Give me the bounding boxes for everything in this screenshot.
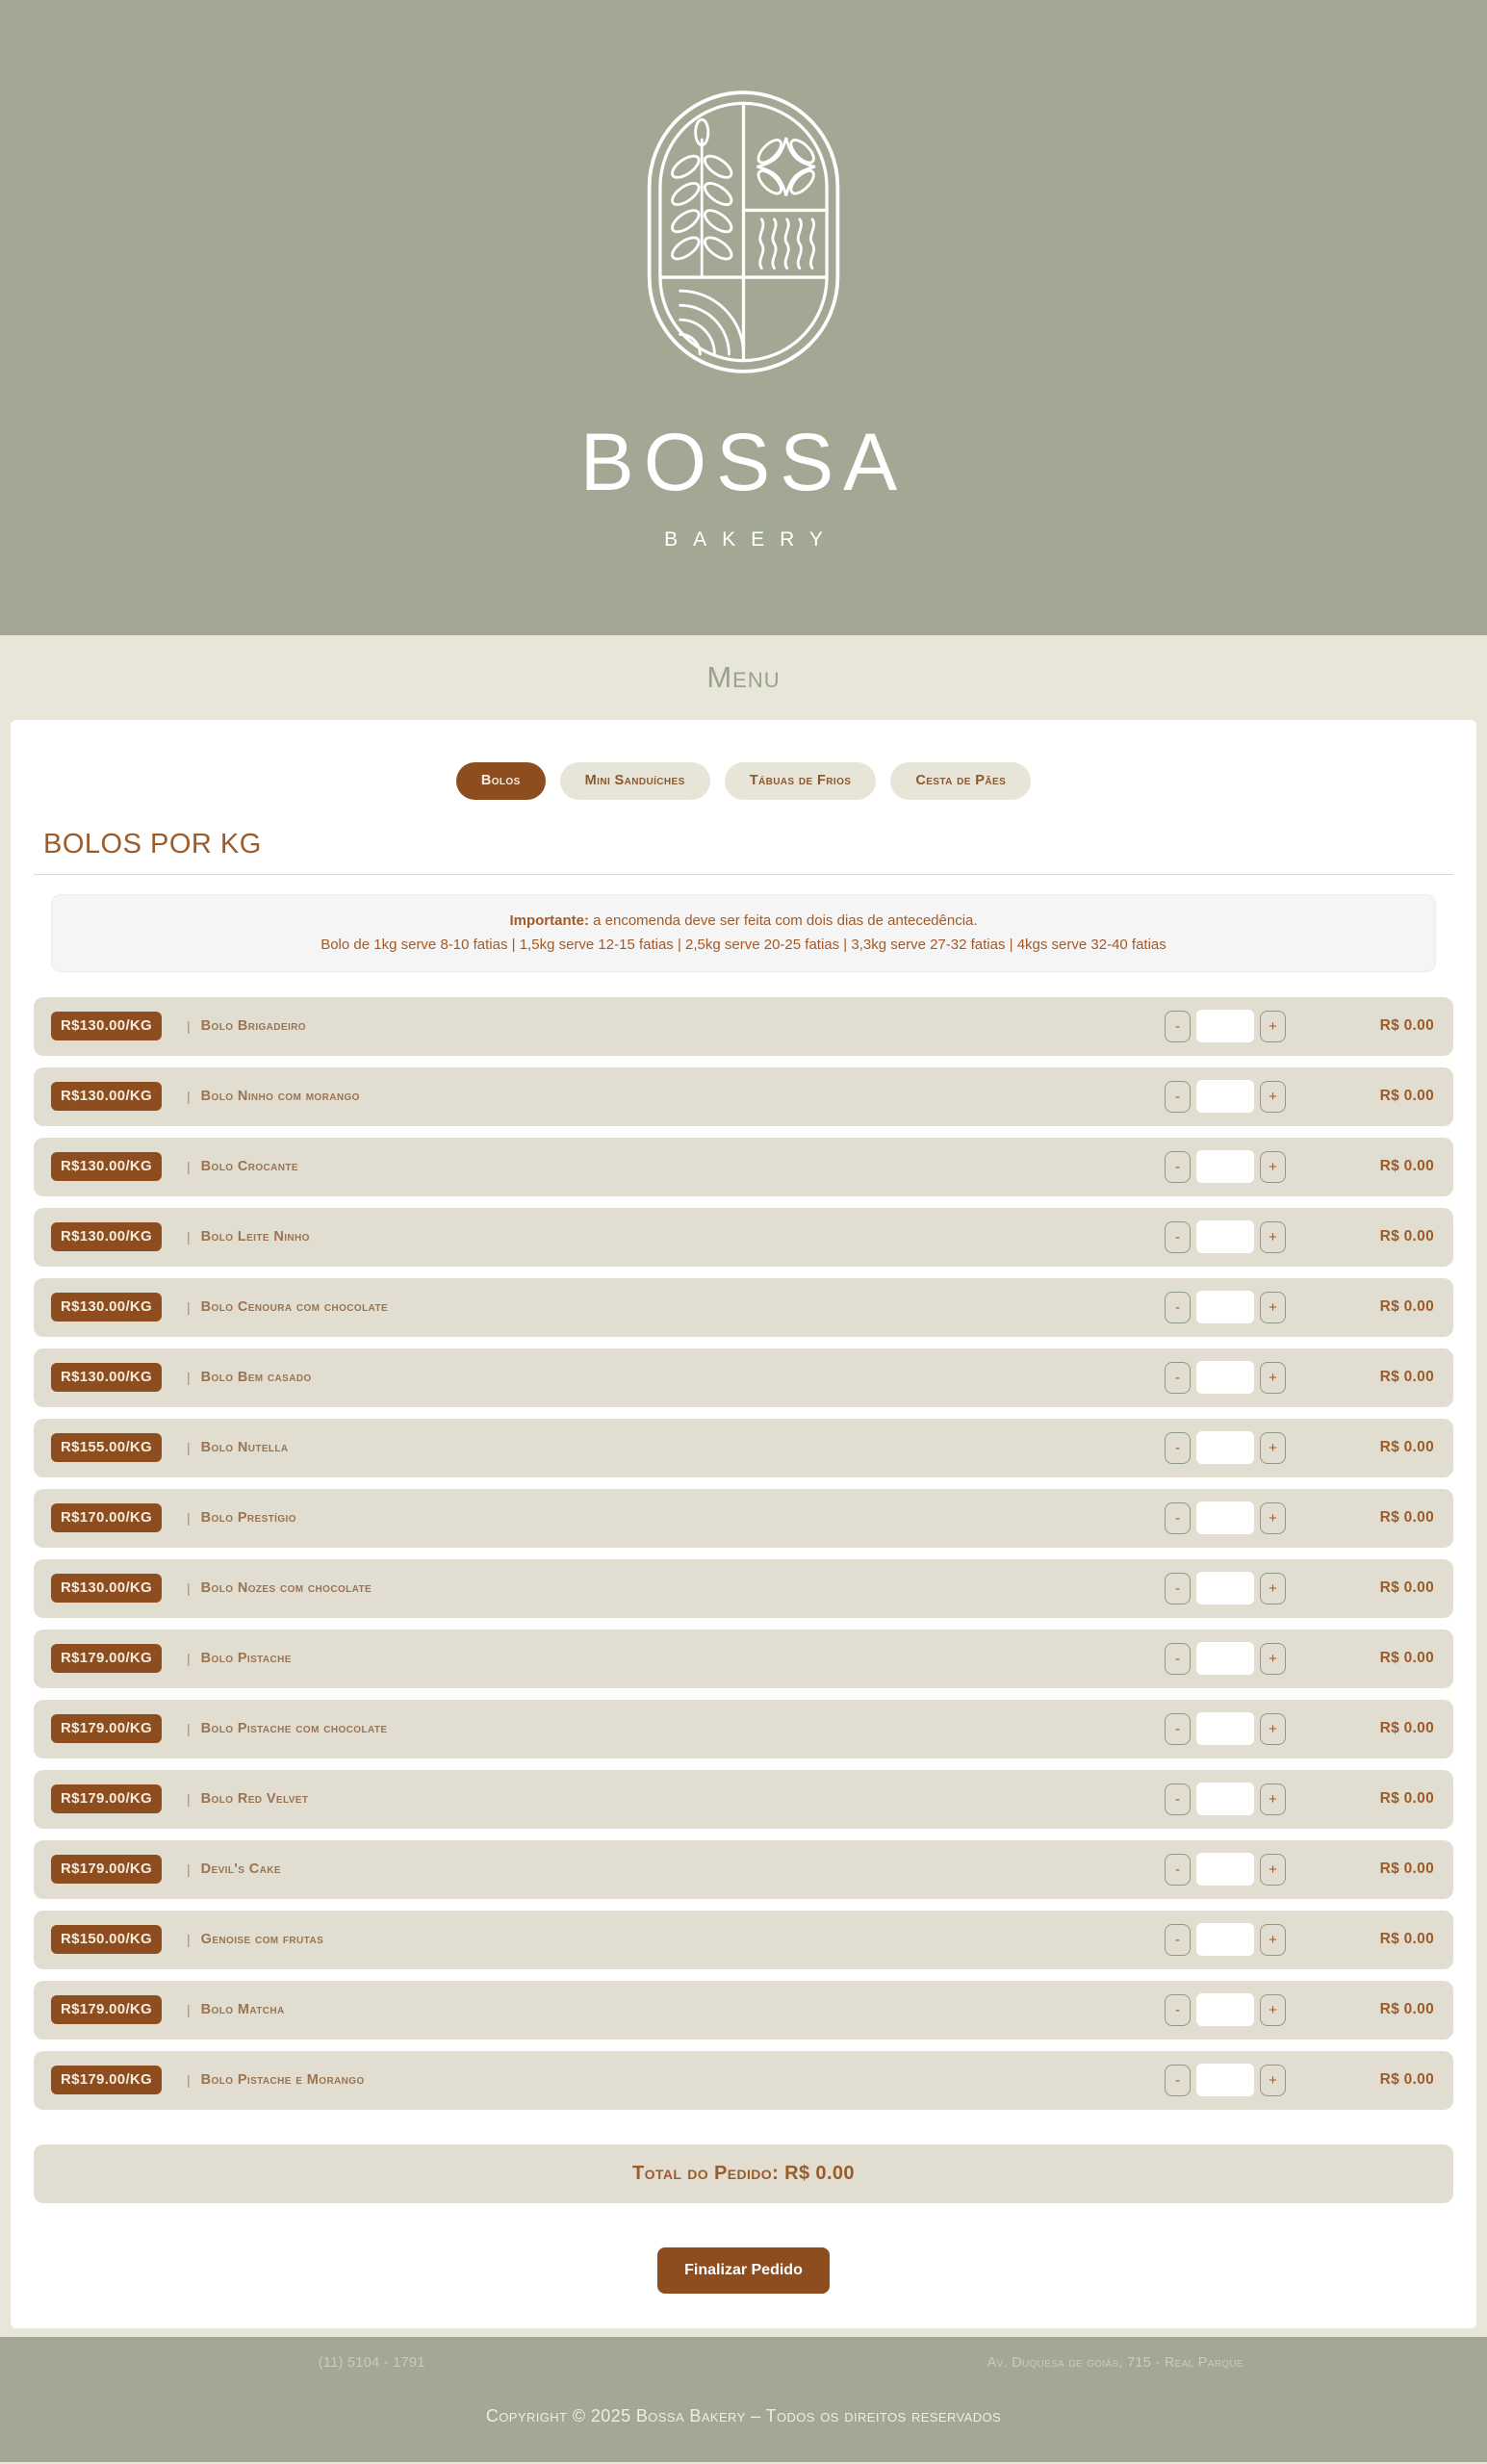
qty-input[interactable] xyxy=(1196,1291,1254,1323)
footer-phone: (11) 5104 - 1791 xyxy=(318,2354,425,2371)
qty-increase-button[interactable]: + xyxy=(1260,1854,1286,1886)
qty-input[interactable] xyxy=(1196,1431,1254,1464)
item-name: Devil's Cake xyxy=(200,1861,281,1877)
item-subtotal: R$ 0.00 xyxy=(1379,1861,1434,1877)
qty-increase-button[interactable]: + xyxy=(1260,1362,1286,1394)
item-row xyxy=(34,1981,1453,2040)
item-price-badge: R$179.00/KG xyxy=(51,2066,162,2095)
brand-subtitle: BAKERY xyxy=(664,528,838,551)
qty-increase-button[interactable]: + xyxy=(1260,1221,1286,1253)
item-name: Bolo Matcha xyxy=(200,2002,285,2017)
tab-mini-sanduiches[interactable]: Mini Sanduíches xyxy=(560,762,710,800)
qty-input[interactable] xyxy=(1196,1712,1254,1745)
item-controls xyxy=(1165,1150,1434,1183)
item-row xyxy=(34,1489,1453,1548)
qty-increase-button[interactable]: + xyxy=(1260,1573,1286,1604)
item-separator: | xyxy=(187,1018,191,1034)
item-separator: | xyxy=(187,1159,191,1174)
item-controls xyxy=(1165,1923,1434,1956)
qty-decrease-button[interactable]: - xyxy=(1165,1081,1191,1113)
item-subtotal: R$ 0.00 xyxy=(1379,1720,1434,1736)
item-name: Bolo Brigadeiro xyxy=(200,1018,306,1034)
item-name: Bolo Cenoura com chocolate xyxy=(200,1299,389,1315)
site-header xyxy=(0,0,1487,635)
footer-address-column xyxy=(744,2354,1487,2372)
item-subtotal: R$ 0.00 xyxy=(1379,2001,1434,2017)
item-controls xyxy=(1165,1080,1434,1113)
item-row xyxy=(34,1700,1453,1758)
item-price-badge: R$130.00/KG xyxy=(51,1293,162,1322)
qty-increase-button[interactable]: + xyxy=(1260,1502,1286,1534)
qty-input[interactable] xyxy=(1196,1150,1254,1183)
item-row xyxy=(34,1630,1453,1688)
item-subtotal: R$ 0.00 xyxy=(1379,1017,1434,1034)
items-list xyxy=(34,997,1453,2110)
item-separator: | xyxy=(187,1440,191,1455)
qty-input[interactable] xyxy=(1196,1502,1254,1534)
item-price-badge: R$170.00/KG xyxy=(51,1503,162,1533)
qty-decrease-button[interactable]: - xyxy=(1165,1221,1191,1253)
qty-increase-button[interactable]: + xyxy=(1260,1011,1286,1042)
qty-increase-button[interactable]: + xyxy=(1260,1081,1286,1113)
item-separator: | xyxy=(187,1932,191,1947)
notice-line1 xyxy=(71,909,1416,934)
item-price-badge: R$130.00/KG xyxy=(51,1222,162,1252)
item-controls xyxy=(1165,1361,1434,1394)
item-price-badge: R$130.00/KG xyxy=(51,1082,162,1112)
qty-decrease-button[interactable]: - xyxy=(1165,1994,1191,2026)
item-subtotal: R$ 0.00 xyxy=(1379,1228,1434,1245)
item-separator: | xyxy=(187,1510,191,1526)
tab-tabuas-de-frios[interactable]: Tábuas de Frios xyxy=(725,762,877,800)
qty-decrease-button[interactable]: - xyxy=(1165,1713,1191,1745)
qty-decrease-button[interactable]: - xyxy=(1165,1151,1191,1183)
item-name: Bolo Pistache xyxy=(200,1651,292,1666)
qty-decrease-button[interactable]: - xyxy=(1165,1784,1191,1815)
item-price-badge: R$179.00/KG xyxy=(51,1855,162,1885)
item-name: Bolo Pistache com chocolate xyxy=(200,1721,388,1736)
qty-input[interactable] xyxy=(1196,2064,1254,2096)
tab-cesta-de-paes[interactable]: Cesta de Pães xyxy=(890,762,1031,800)
order-notice xyxy=(51,894,1436,972)
qty-decrease-button[interactable]: - xyxy=(1165,1362,1191,1394)
qty-input[interactable] xyxy=(1196,1993,1254,2026)
item-subtotal: R$ 0.00 xyxy=(1379,1931,1434,1947)
item-price-badge: R$150.00/KG xyxy=(51,1925,162,1955)
notice-line1-text: a encomenda deve ser feita com dois dias de antecedência. xyxy=(588,911,978,929)
section-title: BOLOS POR KG xyxy=(43,828,262,860)
qty-decrease-button[interactable]: - xyxy=(1165,1643,1191,1675)
qty-increase-button[interactable]: + xyxy=(1260,1151,1286,1183)
item-controls xyxy=(1165,1572,1434,1604)
qty-increase-button[interactable]: + xyxy=(1260,1784,1286,1815)
category-tabs xyxy=(34,762,1453,800)
item-separator: | xyxy=(187,1721,191,1736)
qty-increase-button[interactable]: + xyxy=(1260,1994,1286,2026)
item-row xyxy=(34,1840,1453,1899)
order-total-bar xyxy=(34,2144,1453,2203)
qty-input[interactable] xyxy=(1196,1923,1254,1956)
menu-card xyxy=(11,720,1476,2328)
item-controls xyxy=(1165,1642,1434,1675)
tab-bolos[interactable]: Bolos xyxy=(456,762,546,800)
item-separator: | xyxy=(187,1651,191,1666)
qty-input[interactable] xyxy=(1196,1010,1254,1042)
qty-input[interactable] xyxy=(1196,1853,1254,1886)
item-controls xyxy=(1165,1783,1434,1815)
item-separator: | xyxy=(187,1580,191,1596)
item-subtotal: R$ 0.00 xyxy=(1379,1509,1434,1526)
item-row xyxy=(34,1419,1453,1477)
qty-increase-button[interactable]: + xyxy=(1260,1643,1286,1675)
page-title: Menu xyxy=(706,660,781,694)
item-separator: | xyxy=(187,2002,191,2017)
order-total-text: Total do Pedido: R$ 0.00 xyxy=(632,2162,855,2184)
qty-increase-button[interactable]: + xyxy=(1260,2065,1286,2096)
item-price-badge: R$130.00/KG xyxy=(51,1363,162,1393)
item-row xyxy=(34,2051,1453,2110)
qty-decrease-button[interactable]: - xyxy=(1165,1854,1191,1886)
copyright-text: Copyright © 2025 Bossa Bakery – Todos os direitos reservados xyxy=(485,2405,1002,2426)
item-row xyxy=(34,1911,1453,1969)
item-controls xyxy=(1165,1220,1434,1253)
item-subtotal: R$ 0.00 xyxy=(1379,1369,1434,1385)
footer-address: Av. Duquesa de goiás, 715 - Real Parque xyxy=(987,2354,1243,2371)
item-name: Bolo Prestígio xyxy=(200,1510,296,1526)
item-separator: | xyxy=(187,1861,191,1877)
item-name: Bolo Pistache e Morango xyxy=(200,2072,365,2088)
item-price-badge: R$179.00/KG xyxy=(51,1644,162,1674)
item-separator: | xyxy=(187,2072,191,2088)
item-price-badge: R$155.00/KG xyxy=(51,1433,162,1463)
item-name: Bolo Crocante xyxy=(200,1159,298,1174)
item-price-badge: R$179.00/KG xyxy=(51,1714,162,1744)
footer-contacts xyxy=(0,2354,1487,2372)
item-controls xyxy=(1165,1993,1434,2026)
qty-decrease-button[interactable]: - xyxy=(1165,1011,1191,1042)
item-controls xyxy=(1165,1853,1434,1886)
qty-decrease-button[interactable]: - xyxy=(1165,1292,1191,1323)
qty-input[interactable] xyxy=(1196,1642,1254,1675)
qty-input[interactable] xyxy=(1196,1572,1254,1604)
qty-increase-button[interactable]: + xyxy=(1260,1713,1286,1745)
item-separator: | xyxy=(187,1229,191,1245)
item-name: Bolo Bem casado xyxy=(200,1370,312,1385)
qty-decrease-button[interactable]: - xyxy=(1165,1502,1191,1534)
item-row xyxy=(34,1067,1453,1126)
item-row xyxy=(34,1770,1453,1829)
item-name: Genoise com frutas xyxy=(200,1932,324,1947)
item-subtotal: R$ 0.00 xyxy=(1379,1650,1434,1666)
item-price-badge: R$130.00/KG xyxy=(51,1012,162,1041)
qty-input[interactable] xyxy=(1196,1080,1254,1113)
item-separator: | xyxy=(187,1089,191,1104)
notice-line2: Bolo de 1kg serve 8-10 fatias | 1,5kg serve 12-15 fatias | 2,5kg serve 20-25 fatias | 3,3kg serve 27-32 fatias | 4kgs serve 32-40 fatias xyxy=(320,937,1167,953)
item-name: Bolo Leite Ninho xyxy=(200,1229,310,1245)
item-price-badge: R$130.00/KG xyxy=(51,1152,162,1182)
qty-decrease-button[interactable]: - xyxy=(1165,1924,1191,1956)
item-separator: | xyxy=(187,1299,191,1315)
qty-decrease-button[interactable]: - xyxy=(1165,1573,1191,1604)
bossa-logo-icon xyxy=(644,83,843,381)
section-divider xyxy=(34,874,1453,875)
item-controls xyxy=(1165,2064,1434,2096)
item-subtotal: R$ 0.00 xyxy=(1379,1298,1434,1315)
item-controls xyxy=(1165,1712,1434,1745)
item-separator: | xyxy=(187,1370,191,1385)
item-row xyxy=(34,1348,1453,1407)
item-subtotal: R$ 0.00 xyxy=(1379,1088,1434,1104)
qty-increase-button[interactable]: + xyxy=(1260,1292,1286,1323)
item-controls xyxy=(1165,1010,1434,1042)
item-row xyxy=(34,997,1453,1056)
footer-phone-column xyxy=(0,2354,744,2372)
item-controls xyxy=(1165,1502,1434,1534)
item-subtotal: R$ 0.00 xyxy=(1379,2071,1434,2088)
item-name: Bolo Nozes com chocolate xyxy=(200,1580,372,1596)
notice-highlight: Importante: xyxy=(509,911,589,929)
item-price-badge: R$179.00/KG xyxy=(51,1995,162,2025)
item-controls xyxy=(1165,1291,1434,1323)
item-row xyxy=(34,1278,1453,1337)
menu-band xyxy=(0,635,1487,720)
item-separator: | xyxy=(187,1791,191,1807)
checkout-button[interactable]: Finalizar Pedido xyxy=(657,2247,830,2294)
qty-input[interactable] xyxy=(1196,1783,1254,1815)
qty-increase-button[interactable]: + xyxy=(1260,1432,1286,1464)
checkout-area xyxy=(34,2247,1453,2294)
qty-increase-button[interactable]: + xyxy=(1260,1924,1286,1956)
qty-input[interactable] xyxy=(1196,1361,1254,1394)
item-controls xyxy=(1165,1431,1434,1464)
item-row xyxy=(34,1559,1453,1618)
item-row xyxy=(34,1138,1453,1196)
qty-decrease-button[interactable]: - xyxy=(1165,1432,1191,1464)
item-price-badge: R$179.00/KG xyxy=(51,1784,162,1814)
qty-input[interactable] xyxy=(1196,1220,1254,1253)
site-footer xyxy=(0,2337,1487,2462)
item-subtotal: R$ 0.00 xyxy=(1379,1158,1434,1174)
qty-decrease-button[interactable]: - xyxy=(1165,2065,1191,2096)
item-row xyxy=(34,1208,1453,1267)
item-name: Bolo Nutella xyxy=(200,1440,289,1455)
item-name: Bolo Ninho com morango xyxy=(200,1089,360,1104)
item-subtotal: R$ 0.00 xyxy=(1379,1439,1434,1455)
item-name: Bolo Red Velvet xyxy=(200,1791,309,1807)
item-price-badge: R$130.00/KG xyxy=(51,1574,162,1604)
brand-name: BOSSA xyxy=(579,417,908,507)
item-subtotal: R$ 0.00 xyxy=(1379,1790,1434,1807)
item-subtotal: R$ 0.00 xyxy=(1379,1579,1434,1596)
